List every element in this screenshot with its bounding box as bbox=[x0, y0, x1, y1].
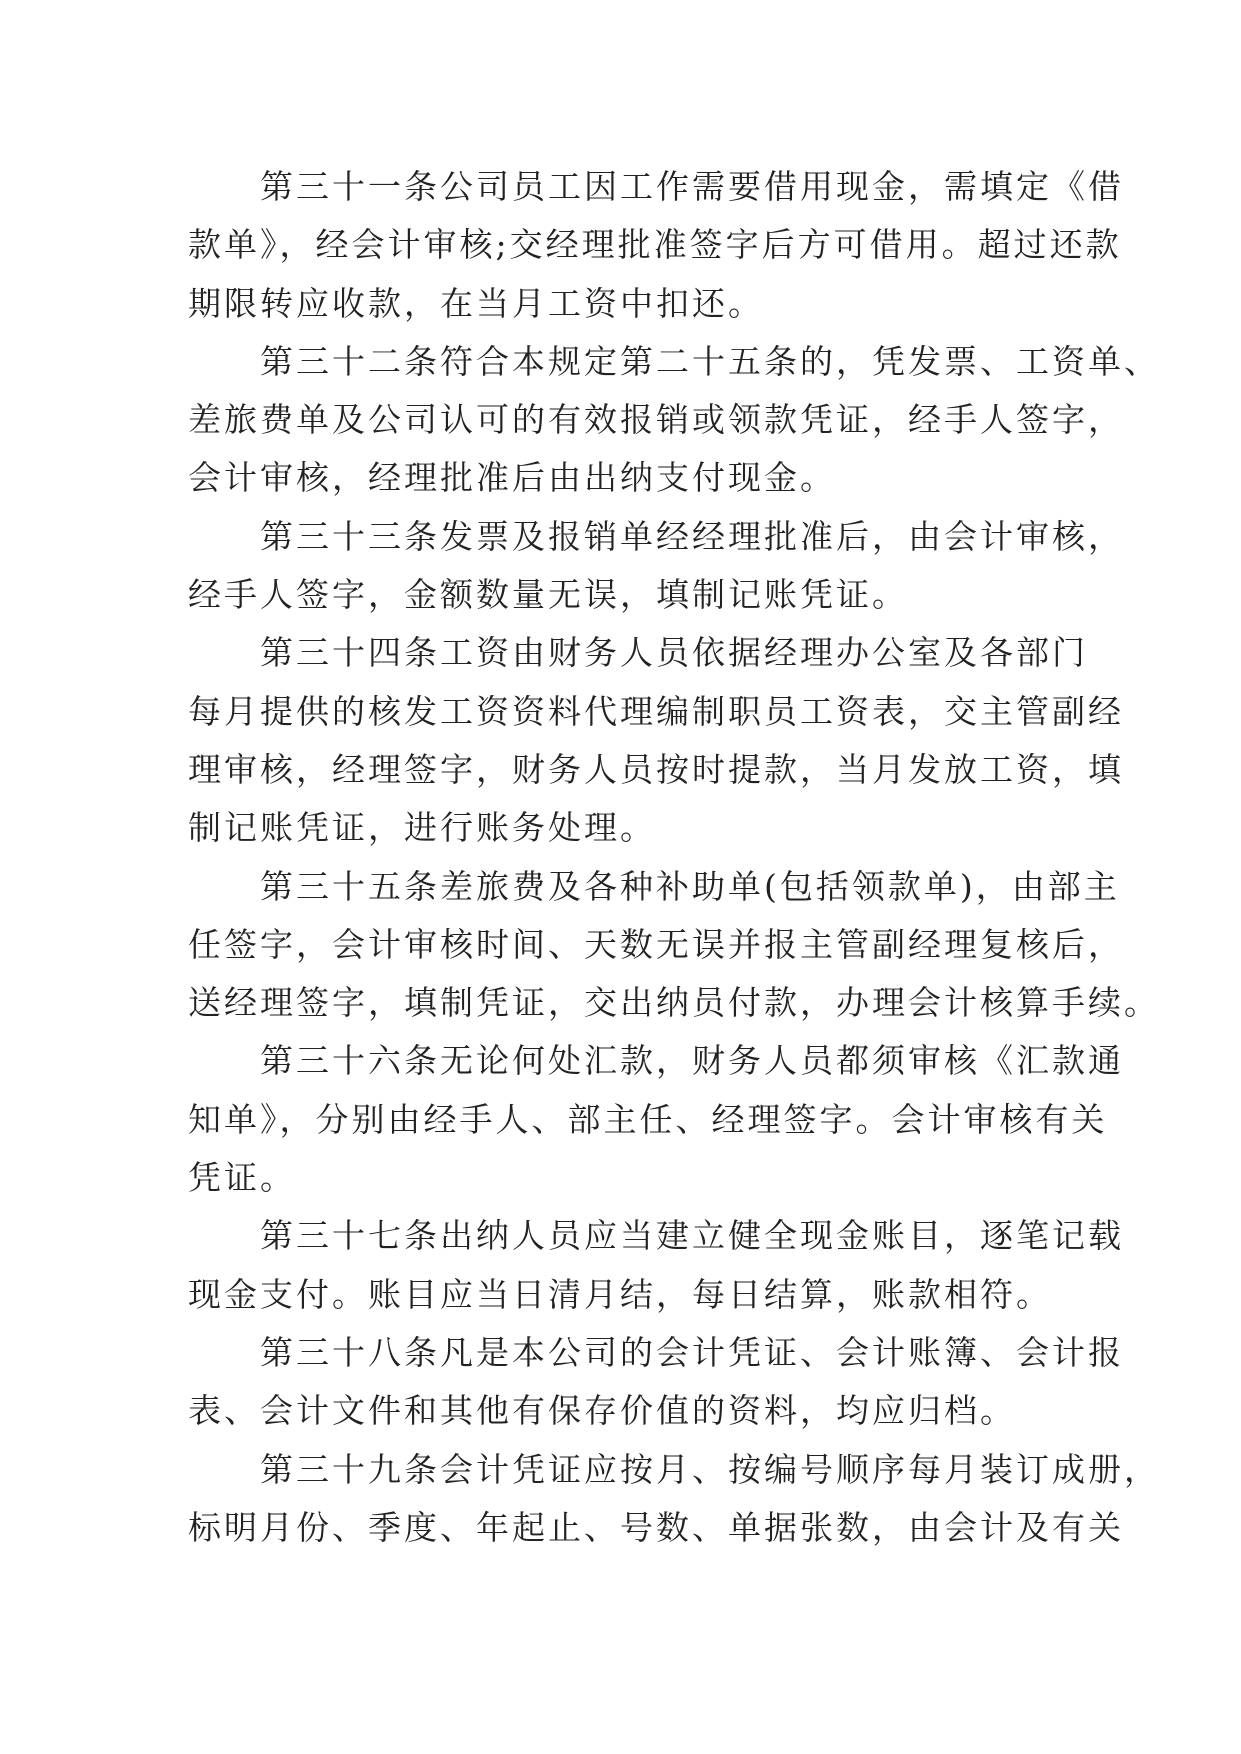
paragraph-line: 每月提供的核发工资资料代理编制职员工资表，交主管副经 bbox=[188, 691, 1124, 731]
paragraph-line: 标明月份、季度、年起止、号数、单据张数，由会计及有关 bbox=[188, 1507, 1124, 1547]
paragraph-first-line: 第三十七条出纳人员应当建立健全现金账目，逐笔记载 bbox=[260, 1216, 1124, 1256]
paragraph-first-line: 第三十四条工资由财务人员依据经理办公室及各部门 bbox=[260, 633, 1088, 673]
paragraph-line: 表、会计文件和其他有保存价值的资料，均应归档。 bbox=[188, 1391, 1016, 1431]
paragraph-line: 凭证。 bbox=[188, 1158, 296, 1198]
paragraph-line: 经手人签字，金额数量无误，填制记账凭证。 bbox=[188, 575, 908, 615]
paragraph-line: 知单》，分别由经手人、部主任、经理签字。会计审核有关 bbox=[188, 1099, 1108, 1139]
paragraph-line: 制记账凭证，进行账务处理。 bbox=[188, 808, 656, 848]
paragraph-line: 送经理签字，填制凭证，交出纳员付款，办理会计核算手续。 bbox=[188, 983, 1160, 1023]
document-body bbox=[188, 158, 1160, 1557]
paragraph-line: 会计审核，经理批准后由出纳支付现金。 bbox=[188, 458, 836, 498]
paragraph-first-line: 第三十五条差旅费及各种补助单(包括领款单)，由部主 bbox=[260, 866, 1120, 906]
paragraph-first-line: 第三十一条公司员工因工作需要借用现金，需填定《借 bbox=[260, 167, 1124, 206]
paragraph-first-line: 第三十二条符合本规定第二十五条的，凭发票、工资单、 bbox=[260, 341, 1160, 381]
paragraph-first-line: 第三十九条会计凭证应按月、按编号顺序每月装订成册， bbox=[260, 1449, 1160, 1489]
paragraph-line: 期限转应收款，在当月工资中扣还。 bbox=[188, 283, 764, 323]
paragraph-line: 现金支付。账目应当日清月结，每日结算，账款相符。 bbox=[188, 1274, 1052, 1314]
paragraph-line: 理审核，经理签字，财务人员按时提款，当月发放工资，填 bbox=[188, 749, 1124, 789]
paragraph-line: 任签字，会计审核时间、天数无误并报主管副经理复核后， bbox=[188, 924, 1124, 964]
paragraph-line: 款单》，经会计审核;交经理批准签字后方可借用。超过还款 bbox=[188, 225, 1122, 265]
paragraph-line: 差旅费单及公司认可的有效报销或领款凭证，经手人签字， bbox=[188, 400, 1124, 440]
paragraph-first-line: 第三十八条凡是本公司的会计凭证、会计账簿、会计报 bbox=[260, 1332, 1124, 1372]
paragraph-first-line: 第三十三条发票及报销单经经理批准后，由会计审核， bbox=[260, 516, 1124, 556]
paragraph-first-line: 第三十六条无论何处汇款，财务人员都须审核《汇款通 bbox=[260, 1041, 1124, 1081]
